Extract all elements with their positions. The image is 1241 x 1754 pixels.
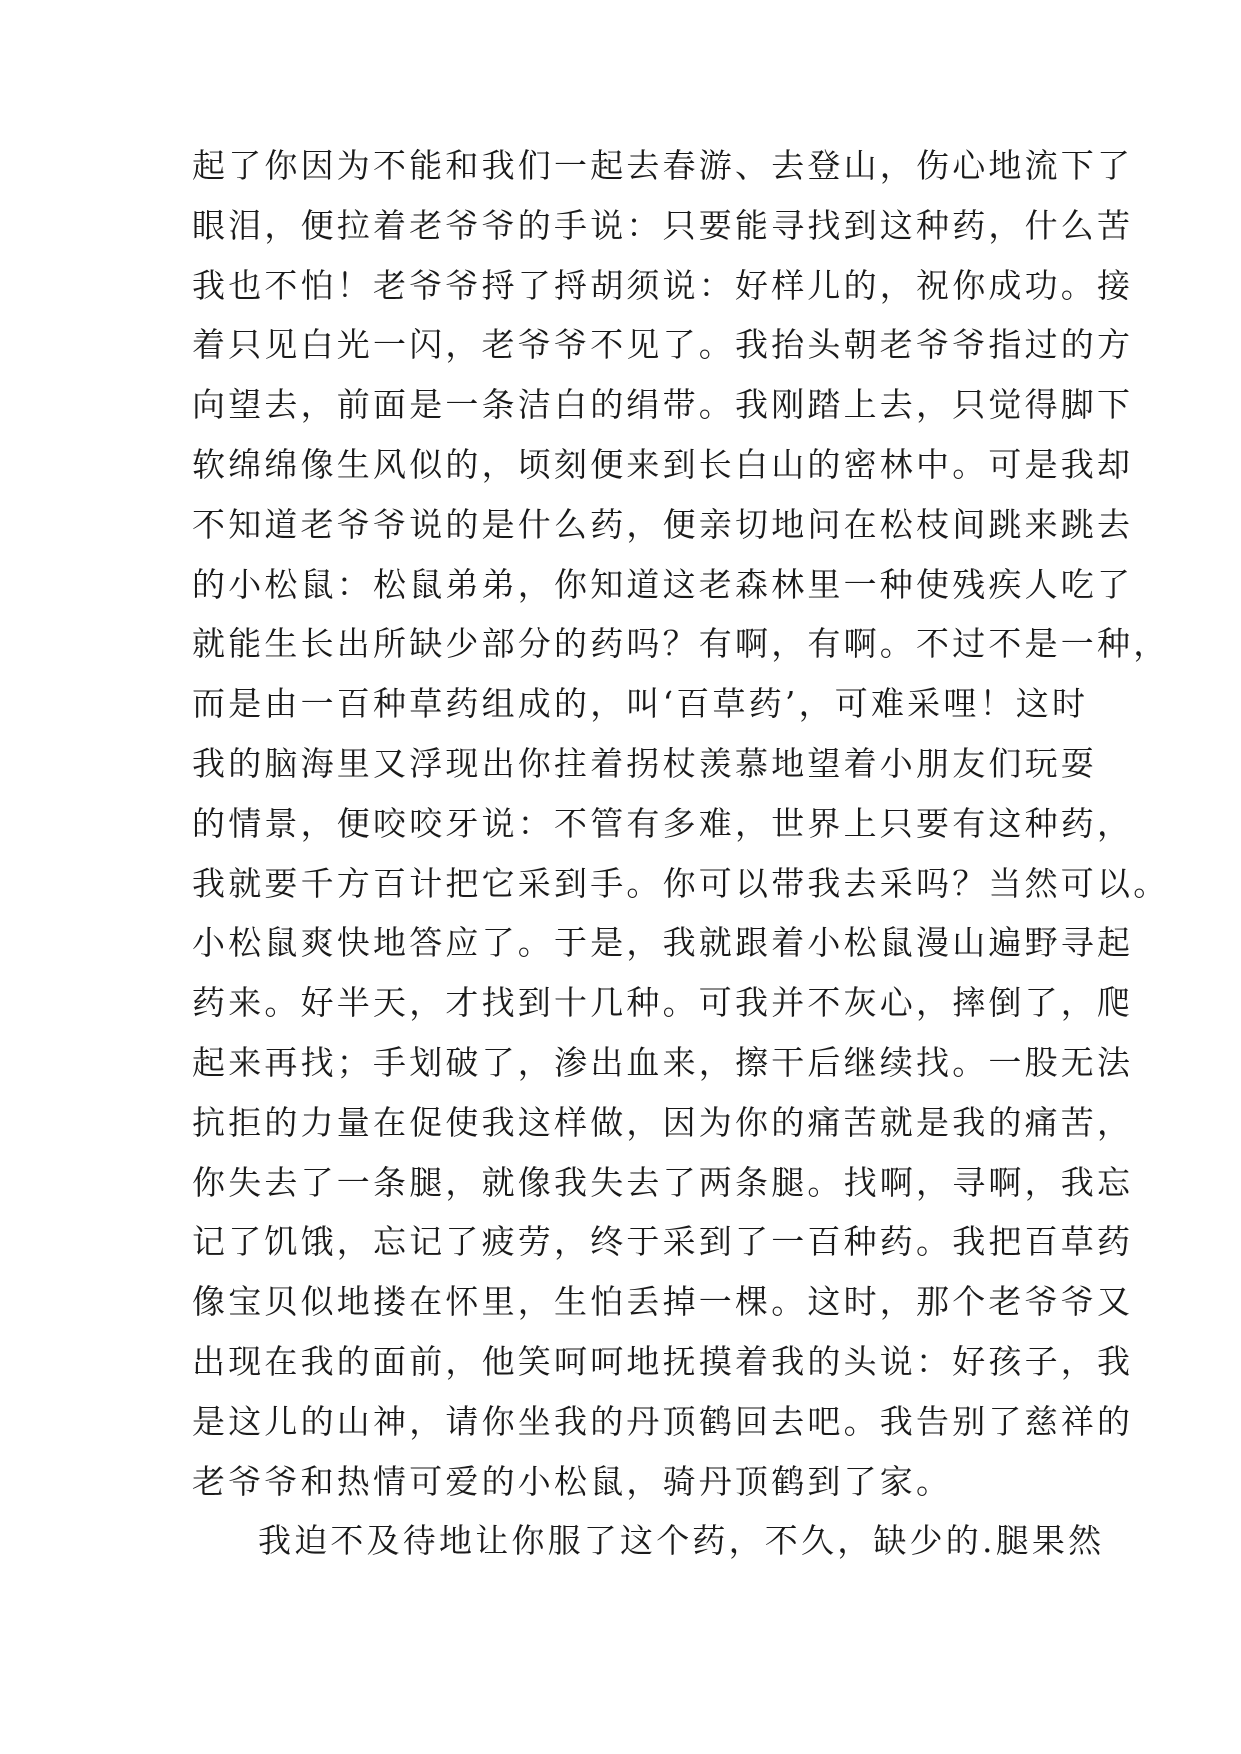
text-line: 不知道老爷爷说的是什么药，便亲切地问在松枝间跳来跳去 xyxy=(192,504,1134,544)
text-line: 向望去，前面是一条洁白的绢带。我刚踏上去，只觉得脚下 xyxy=(192,385,1134,425)
text-line: 老爷爷和热情可爱的小松鼠，骑丹顶鹤到了家。 xyxy=(192,1461,953,1501)
text-line: 药来。好半天，才找到十几种。可我并不灰心，摔倒了，爬 xyxy=(192,983,1134,1023)
text-line: 小松鼠爽快地答应了。于是，我就跟着小松鼠漫山遍野寻起 xyxy=(192,923,1134,963)
text-line: 我也不怕！老爷爷捋了捋胡须说：好样儿的，祝你成功。接 xyxy=(192,265,1134,305)
text-line: 起了你因为不能和我们一起去春游、去登山，伤心地流下了 xyxy=(192,146,1134,185)
text-line: 的情景，便咬咬牙说：不管有多难，世界上只要有这种药， xyxy=(192,803,1134,843)
text-line: 眼泪，便拉着老爷爷的手说：只要能寻找到这种药，什么苦 xyxy=(192,205,1134,245)
text-line: 着只见白光一闪，老爷爷不见了。我抬头朝老爷爷指过的方 xyxy=(192,325,1134,365)
text-line: 而是由一百种草药组成的，叫‘百草药’，可难采哩！这时 xyxy=(192,684,1089,724)
text-line: 抗拒的力量在促使我这样做，因为你的痛苦就是我的痛苦， xyxy=(192,1102,1134,1142)
text-line: 的小松鼠：松鼠弟弟，你知道这老森林里一种使残疾人吃了 xyxy=(192,564,1134,604)
text-line: 我的脑海里又浮现出你拄着拐杖羡慕地望着小朋友们玩耍 xyxy=(192,743,1097,783)
text-line: 是这儿的山神，请你坐我的丹顶鹤回去吧。我告别了慈祥的 xyxy=(192,1401,1134,1441)
document-body xyxy=(192,136,1170,1571)
paragraph-start-line: 我迫不及待地让你服了这个药，不久，缺少的.腿果然 xyxy=(258,1521,1105,1561)
text-line: 就能生长出所缺少部分的药吗？有啊，有啊。不过不是一种， xyxy=(192,624,1170,664)
text-line: 我就要千方百计把它采到手。你可以带我去采吗？当然可以。 xyxy=(192,863,1170,903)
text-line: 像宝贝似地搂在怀里，生怕丢掉一棵。这时，那个老爷爷又 xyxy=(192,1282,1134,1322)
text-line: 记了饥饿，忘记了疲劳，终于采到了一百种药。我把百草药 xyxy=(192,1222,1134,1262)
text-line: 出现在我的面前，他笑呵呵地抚摸着我的头说：好孩子，我 xyxy=(192,1341,1134,1381)
text-line: 你失去了一条腿，就像我失去了两条腿。找啊，寻啊，我忘 xyxy=(192,1162,1134,1202)
text-line: 起来再找；手划破了，渗出血来，擦干后继续找。一股无法 xyxy=(192,1042,1134,1082)
text-line: 软绵绵像生风似的，顷刻便来到长白山的密林中。可是我却 xyxy=(192,444,1134,484)
